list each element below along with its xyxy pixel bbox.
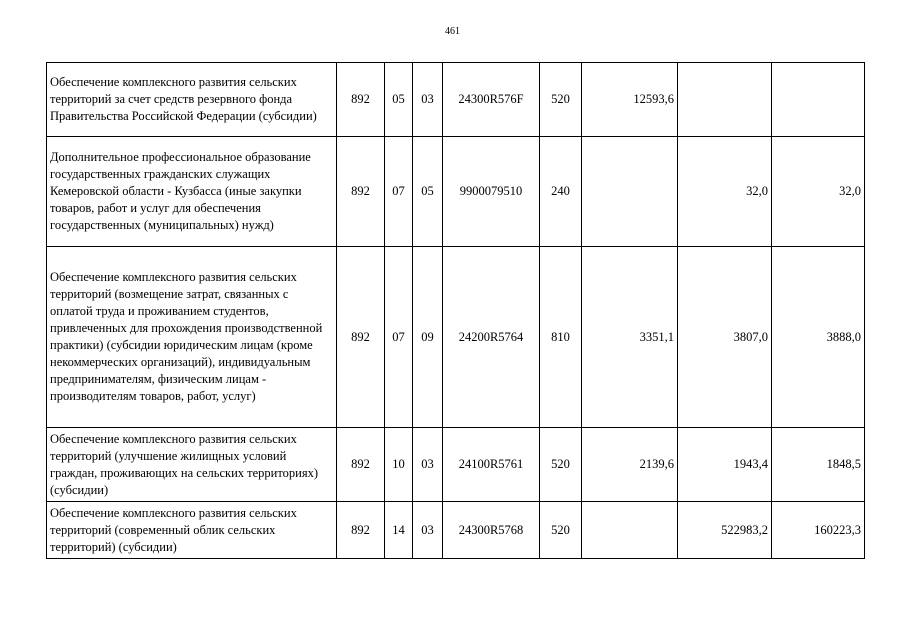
row-description: Обеспечение комплексного развития сельских территорий (современный облик сельских территорий) (субсидии) — [47, 502, 337, 559]
section-code: 14 — [385, 502, 413, 559]
subsection-code: 03 — [413, 63, 443, 137]
ministry-code: 892 — [337, 137, 385, 247]
amount-year-3: 160223,3 — [772, 502, 865, 559]
table-row — [47, 247, 865, 428]
row-description: Обеспечение комплексного развития сельских территорий за счет средств резервного фонда Правительства Российской Федерации (субсидии) — [47, 63, 337, 137]
amount-year-3 — [772, 63, 865, 137]
ministry-code: 892 — [337, 502, 385, 559]
subsection-code: 03 — [413, 502, 443, 559]
ministry-code: 892 — [337, 428, 385, 502]
section-code: 10 — [385, 428, 413, 502]
amount-year-2: 1943,4 — [678, 428, 772, 502]
amount-year-1: 2139,6 — [582, 428, 678, 502]
expense-type: 520 — [540, 428, 582, 502]
subsection-code: 05 — [413, 137, 443, 247]
amount-year-1: 3351,1 — [582, 247, 678, 428]
table-row — [47, 137, 865, 247]
section-code: 05 — [385, 63, 413, 137]
amount-year-2: 3807,0 — [678, 247, 772, 428]
section-code: 07 — [385, 137, 413, 247]
amount-year-3: 1848,5 — [772, 428, 865, 502]
page-number: 461 — [445, 26, 460, 37]
row-description: Дополнительное профессиональное образование государственных гражданских служащих Кемеровской области - Кузбасса (иные закупки товаров, работ и услуг для обеспечения государственных (муниципальных) нужд) — [47, 137, 337, 247]
target-article: 24100R5761 — [443, 428, 540, 502]
expense-type: 810 — [540, 247, 582, 428]
ministry-code: 892 — [337, 247, 385, 428]
expense-type: 520 — [540, 502, 582, 559]
target-article: 24300R5768 — [443, 502, 540, 559]
amount-year-2: 522983,2 — [678, 502, 772, 559]
expense-type: 520 — [540, 63, 582, 137]
expense-type: 240 — [540, 137, 582, 247]
section-code: 07 — [385, 247, 413, 428]
subsection-code: 09 — [413, 247, 443, 428]
amount-year-2: 32,0 — [678, 137, 772, 247]
target-article: 24200R5764 — [443, 247, 540, 428]
amount-year-1 — [582, 502, 678, 559]
row-description: Обеспечение комплексного развития сельских территорий (возмещение затрат, связанных с оплатой труда и проживанием студентов, привлеченных для прохождения производственной практики) (субсидии юридическим лицам (кроме некоммерческих организаций), индивидуальным предпринимателям, физическим лицам - производителям товаров, работ, услуг) — [47, 247, 337, 428]
amount-year-3: 3888,0 — [772, 247, 865, 428]
subsection-code: 03 — [413, 428, 443, 502]
amount-year-1 — [582, 137, 678, 247]
table-row — [47, 428, 865, 502]
amount-year-3: 32,0 — [772, 137, 865, 247]
row-description: Обеспечение комплексного развития сельских территорий (улучшение жилищных условий граждан, проживающих на сельских территориях) (субсидии) — [47, 428, 337, 502]
amount-year-1: 12593,6 — [582, 63, 678, 137]
amount-year-2 — [678, 63, 772, 137]
target-article: 24300R576F — [443, 63, 540, 137]
budget-table — [46, 62, 865, 559]
table-row — [47, 63, 865, 137]
table-row — [47, 502, 865, 559]
ministry-code: 892 — [337, 63, 385, 137]
target-article: 9900079510 — [443, 137, 540, 247]
